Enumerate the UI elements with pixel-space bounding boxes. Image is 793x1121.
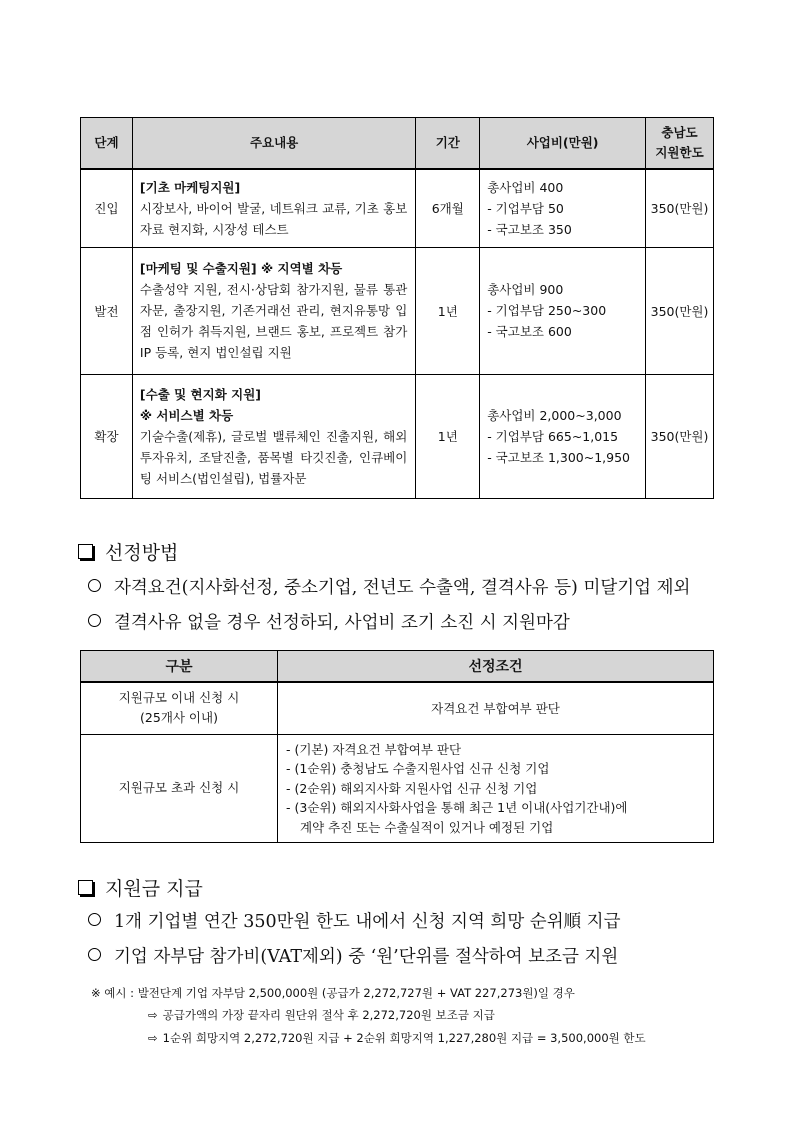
table-header-row bbox=[81, 651, 714, 683]
content-title: [수출 및 현지화 지원] bbox=[139, 386, 261, 402]
table-row bbox=[81, 682, 714, 734]
example-text: 공급가액의 가장 끝자리 원단위 절삭 후 2,272,720원 보조금 지급 bbox=[162, 1008, 495, 1022]
condition-item: - (기본) 자격요건 부합여부 판단 bbox=[286, 741, 462, 757]
support-stage-table bbox=[80, 117, 714, 499]
bullet-text: 기업 자부담 참가비(VAT제외) 중 ‘원’단위를 절삭하여 보조금 지원 bbox=[114, 947, 619, 967]
budget-cell bbox=[480, 169, 646, 247]
condition-item: - (3순위) 해외지사화사업을 통해 최근 1년 이내(사업기간내)에 bbox=[286, 800, 628, 815]
example-text: 1순위 희망지역 2,272,720원 지급 + 2순위 희망지역 1,227,280원 지급 = 3,500,000원 한도 bbox=[162, 1031, 646, 1045]
bullet-item bbox=[88, 609, 570, 634]
table-row bbox=[81, 374, 714, 498]
selection-criteria-table bbox=[80, 650, 714, 843]
budget-subsidy: - 국고보조 1,300~1,950 bbox=[487, 449, 631, 465]
table-row bbox=[81, 169, 714, 247]
budget-cell bbox=[480, 247, 646, 374]
content-desc: 기술수출(제휴), 글로벌 밸류체인 진출지원, 해외투자유치, 조달진출, 품목별 타깃진출, 인큐베이팅 서비스(법인설립), 법률자문 bbox=[139, 428, 408, 486]
table-row bbox=[81, 734, 714, 843]
content-title-note: ※ 서비스별 차등 bbox=[139, 407, 234, 423]
checkbox-square-icon bbox=[78, 880, 93, 895]
header-stage: 단계 bbox=[81, 118, 133, 170]
condition-item: - (1순위) 충청남도 수출지원사업 신규 신청 기업 bbox=[286, 761, 550, 776]
header-condition: 선정조건 bbox=[278, 651, 714, 683]
header-period: 기간 bbox=[416, 118, 480, 170]
example-note: ※ 예시 : 발전단계 기업 자부담 2,500,000원 (공급가 2,272,727원 + VAT 227,273원)일 경우 bbox=[91, 986, 575, 1000]
limit-cell: 350(만원) bbox=[646, 169, 714, 247]
period-cell: 1년 bbox=[416, 247, 480, 374]
section-heading-payment bbox=[78, 874, 203, 901]
limit-cell: 350(만원) bbox=[646, 247, 714, 374]
condition-item: - (2순위) 해외지사화 지원사업 신규 신청 기업 bbox=[286, 780, 538, 796]
condition-cell: 자격요건 부합여부 판단 bbox=[278, 682, 714, 734]
bullet-text: 자격요건(지사화선정, 중소기업, 전년도 수출액, 결격사유 등) 미달기업 제외 bbox=[114, 578, 691, 598]
bullet-item bbox=[88, 943, 618, 968]
example-line bbox=[148, 1030, 646, 1046]
section-title: 선정방법 bbox=[105, 542, 179, 564]
category-cell bbox=[81, 682, 278, 734]
bullet-text: 결격사유 없을 경우 선정하되, 사업비 조기 소진 시 지원마감 bbox=[114, 613, 570, 633]
circle-bullet-icon bbox=[88, 614, 101, 627]
stage-cell: 발전 bbox=[81, 247, 133, 374]
category-subtext: (25개사 이내) bbox=[140, 710, 218, 726]
header-content: 주요내용 bbox=[132, 118, 415, 170]
circle-bullet-icon bbox=[88, 913, 101, 926]
bullet-item bbox=[88, 908, 620, 933]
content-title: [마케팅 및 수출지원] ※ 지역별 차등 bbox=[139, 261, 343, 276]
content-title: [기초 마케팅지원] bbox=[139, 179, 241, 195]
period-cell: 1년 bbox=[416, 374, 480, 498]
section-title: 지원금 지급 bbox=[105, 878, 203, 900]
header-limit: 충남도 지원한도 bbox=[646, 118, 714, 170]
condition-item-cont: 계약 추진 또는 수출실적이 있거나 예정된 기업 bbox=[300, 819, 554, 835]
circle-bullet-icon bbox=[88, 579, 101, 592]
category-cell: 지원규모 초과 신청 시 bbox=[81, 734, 278, 843]
category-text: 지원규모 이내 신청 시 bbox=[118, 690, 240, 706]
content-cell bbox=[132, 374, 415, 498]
condition-cell bbox=[278, 734, 714, 843]
budget-subsidy: - 국고보조 350 bbox=[487, 221, 572, 237]
circle-bullet-icon bbox=[88, 948, 101, 961]
period-cell: 6개월 bbox=[416, 169, 480, 247]
stage-cell: 진입 bbox=[81, 169, 133, 247]
bullet-item bbox=[88, 574, 690, 599]
content-desc: 수출성약 지원, 전시·상담회 참가지원, 물류 통관자문, 출장지원, 기존거래선 관리, 현지유통망 입점 인허가 취득지원, 브랜드 홍보, 프로젝트 참가 IP 등록, 현지 법인설립 지원 bbox=[139, 282, 408, 360]
limit-cell: 350(만원) bbox=[646, 374, 714, 498]
stage-cell: 확장 bbox=[81, 374, 133, 498]
section-heading-selection bbox=[78, 538, 178, 565]
budget-company: - 기업부담 250~300 bbox=[487, 303, 607, 318]
example-line bbox=[148, 1007, 495, 1023]
arrow-right-icon: ⇨ bbox=[148, 1031, 158, 1045]
budget-total: 총사업비 400 bbox=[487, 179, 564, 195]
table-header-row bbox=[81, 118, 714, 170]
budget-total: 총사업비 900 bbox=[487, 282, 564, 297]
table-row bbox=[81, 247, 714, 374]
budget-total: 총사업비 2,000~3,000 bbox=[487, 407, 622, 423]
content-cell bbox=[132, 247, 415, 374]
budget-cell bbox=[480, 374, 646, 498]
arrow-right-icon: ⇨ bbox=[148, 1008, 158, 1022]
checkbox-square-icon bbox=[78, 544, 93, 559]
bullet-text: 1개 기업별 연간 350만원 한도 내에서 신청 지역 희망 순위順 지급 bbox=[114, 912, 621, 932]
content-desc: 시장보사, 바이어 발굴, 네트워크 교류, 기초 홍보자료 현지화, 시장성 테스트 bbox=[139, 200, 408, 237]
header-budget: 사업비(만원) bbox=[480, 118, 646, 170]
header-category: 구분 bbox=[81, 651, 278, 683]
budget-company: - 기업부담 665~1,015 bbox=[487, 428, 619, 444]
budget-company: - 기업부담 50 bbox=[487, 200, 564, 216]
budget-subsidy: - 국고보조 600 bbox=[487, 324, 572, 339]
content-cell bbox=[132, 169, 415, 247]
